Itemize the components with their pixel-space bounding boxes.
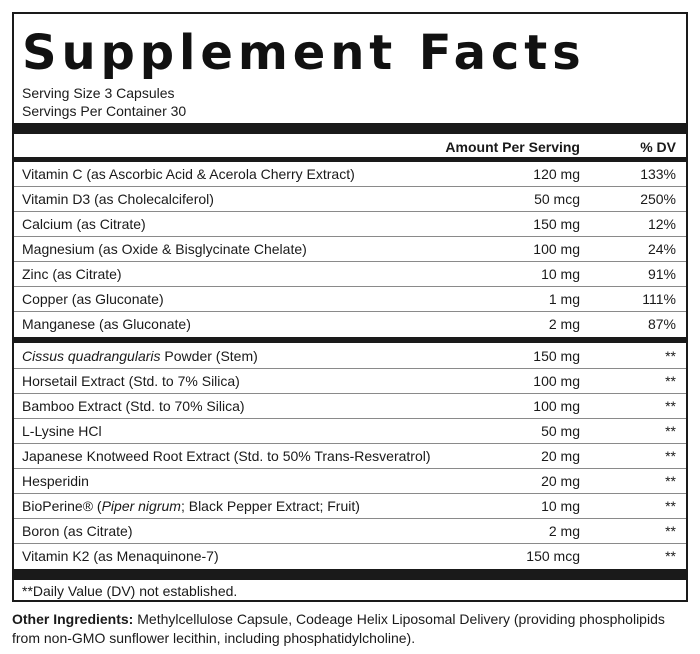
nutrient-name: Calcium (as Citrate) bbox=[22, 216, 146, 232]
nutrient-dv: 250% bbox=[640, 191, 676, 207]
amount-per-serving-header: Amount Per Serving bbox=[445, 139, 580, 155]
ingredient-dv: ** bbox=[665, 348, 676, 364]
ingredient-name: L-Lysine HCl bbox=[22, 423, 102, 439]
ingredient-name-end: ; Black Pepper Extract; Fruit) bbox=[180, 498, 360, 514]
ingredient-amount: 20 mg bbox=[541, 473, 580, 489]
nutrient-name: Manganese (as Gluconate) bbox=[22, 316, 191, 332]
ingredient-amount: 10 mg bbox=[541, 498, 580, 514]
divider-thick bbox=[14, 569, 686, 580]
ingredient-name: Horsetail Extract (Std. to 7% Silica) bbox=[22, 373, 240, 389]
nutrient-dv: 133% bbox=[640, 166, 676, 182]
nutrient-row bbox=[14, 287, 686, 312]
nutrient-dv: 24% bbox=[647, 241, 676, 257]
nutrient-amount: 2 mg bbox=[548, 316, 580, 332]
ingredient-name: Vitamin K2 (as Menaquinone-7) bbox=[22, 548, 219, 564]
other-ingredients-text: Methylcellulose Capsule, Codeage Helix Liposomal Delivery (providing phospholipids from non-GMO sunflower lecithin, including phosphatidylcholine). bbox=[12, 611, 665, 646]
ingredient-row bbox=[14, 444, 686, 469]
ingredient-row bbox=[14, 544, 686, 569]
nutrient-amount: 50 mcg bbox=[534, 191, 580, 207]
nutrient-dv: 87% bbox=[647, 316, 676, 332]
nutrient-row bbox=[14, 262, 686, 287]
supplement-facts-panel bbox=[12, 12, 688, 602]
ingredient-amount: 150 mcg bbox=[526, 548, 580, 564]
nutrient-amount: 120 mg bbox=[533, 166, 580, 182]
ingredient-amount: 150 mg bbox=[533, 348, 580, 364]
ingredient-amount: 100 mg bbox=[533, 373, 580, 389]
ingredient-row bbox=[14, 494, 686, 519]
ingredient-row bbox=[14, 519, 686, 544]
nutrient-row bbox=[14, 162, 686, 187]
divider-medium bbox=[14, 337, 686, 343]
nutrient-amount: 150 mg bbox=[533, 216, 580, 232]
nutrient-row bbox=[14, 312, 686, 337]
ingredient-row bbox=[14, 344, 686, 369]
dv-header: % DV bbox=[640, 139, 676, 155]
ingredient-name-italic: Cissus quadrangularis bbox=[22, 348, 161, 364]
ingredient-dv: ** bbox=[665, 373, 676, 389]
nutrient-dv: 111% bbox=[642, 291, 676, 307]
ingredient-name-start: BioPerine® ( bbox=[22, 498, 102, 514]
ingredient-dv: ** bbox=[665, 523, 676, 539]
ingredient-name bbox=[22, 494, 360, 519]
ingredient-row bbox=[14, 469, 686, 494]
nutrient-name: Magnesium (as Oxide & Bisglycinate Chelate) bbox=[22, 241, 307, 257]
other-ingredients-label: Other Ingredients: bbox=[12, 611, 134, 627]
ingredient-name-rest: Powder (Stem) bbox=[160, 348, 258, 364]
ingredient-dv: ** bbox=[665, 548, 676, 564]
servings-per-container: Servings Per Container 30 bbox=[22, 103, 187, 119]
nutrient-dv: 91% bbox=[647, 266, 676, 282]
nutrient-amount: 10 mg bbox=[541, 266, 580, 282]
ingredient-amount: 100 mg bbox=[533, 398, 580, 414]
serving-size: Serving Size 3 Capsules bbox=[22, 85, 175, 101]
ingredient-amount: 2 mg bbox=[548, 523, 580, 539]
dv-footnote: **Daily Value (DV) not established. bbox=[22, 583, 238, 599]
nutrient-name: Zinc (as Citrate) bbox=[22, 266, 122, 282]
nutrient-dv: 12% bbox=[647, 216, 676, 232]
nutrient-amount: 1 mg bbox=[548, 291, 580, 307]
nutrient-row bbox=[14, 212, 686, 237]
ingredient-dv: ** bbox=[665, 423, 676, 439]
other-ingredients bbox=[12, 610, 692, 648]
ingredient-row bbox=[14, 369, 686, 394]
ingredient-dv: ** bbox=[665, 473, 676, 489]
ingredient-row bbox=[14, 394, 686, 419]
nutrient-name: Copper (as Gluconate) bbox=[22, 291, 164, 307]
panel-title: Supplement Facts bbox=[22, 25, 586, 81]
ingredient-name: Bamboo Extract (Std. to 70% Silica) bbox=[22, 398, 245, 414]
ingredient-dv: ** bbox=[665, 498, 676, 514]
ingredient-amount: 20 mg bbox=[541, 448, 580, 464]
divider-thick bbox=[14, 123, 686, 134]
nutrient-row bbox=[14, 237, 686, 262]
ingredient-dv: ** bbox=[665, 398, 676, 414]
nutrient-amount: 100 mg bbox=[533, 241, 580, 257]
ingredient-name: Hesperidin bbox=[22, 473, 89, 489]
ingredient-name: Japanese Knotweed Root Extract (Std. to 50% Trans-Resveratrol) bbox=[22, 448, 431, 464]
ingredient-name bbox=[22, 344, 258, 369]
ingredient-name-italic: Piper nigrum bbox=[101, 498, 181, 514]
nutrient-name: Vitamin C (as Ascorbic Acid & Acerola Cherry Extract) bbox=[22, 166, 355, 182]
ingredient-amount: 50 mg bbox=[541, 423, 580, 439]
ingredient-row bbox=[14, 419, 686, 444]
nutrient-row bbox=[14, 187, 686, 212]
ingredient-dv: ** bbox=[665, 448, 676, 464]
ingredient-name: Boron (as Citrate) bbox=[22, 523, 133, 539]
nutrient-name: Vitamin D3 (as Cholecalciferol) bbox=[22, 191, 214, 207]
